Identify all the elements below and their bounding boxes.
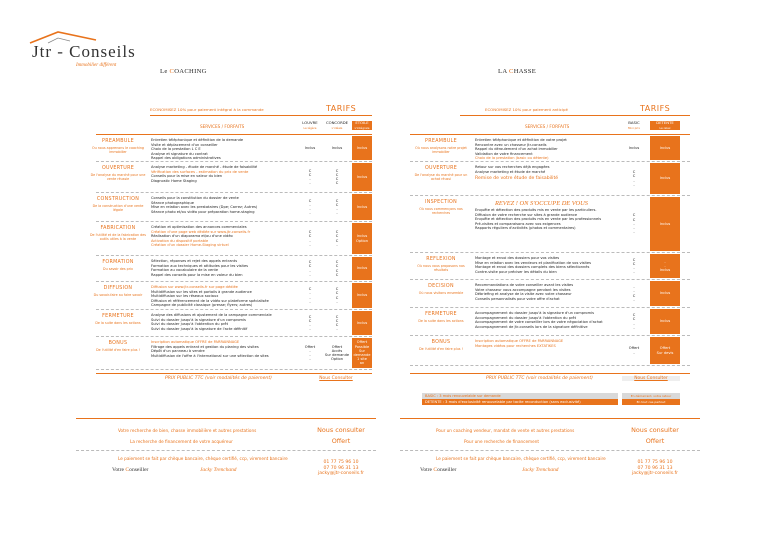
service-line: Mise en relation avec les prestataires (Dpe; Carrez; Autres): [151, 205, 258, 210]
right-price-public: PRIX PUBLIC TTC (voir modalités de paiement): [486, 376, 593, 381]
section-lines: [475, 165, 558, 182]
section-title: FABRICATION: [100, 226, 136, 231]
service-line: Dépôt d'un panneau à vendre: [151, 349, 205, 354]
service-line: Création d'une page web dédiée sur www.jtr-conseils.fr: [151, 229, 251, 234]
detente-right-note: En tout cas partout: [622, 399, 680, 405]
footer-right-line1: Pour un coaching vendeur, mandat de vente et autres prestations: [436, 428, 575, 433]
section-title: DECISION: [428, 284, 454, 289]
footer-left-line1-value: Nous consulter: [317, 426, 365, 434]
section-subtitle: De l'utilité d'en faire plus !: [96, 348, 140, 352]
right-economy-note: ECONOMISEZ 10% pour paiement anticipé: [485, 107, 568, 112]
phone-1[interactable]: 01 77 75 96 10: [637, 460, 673, 465]
service-line: Validation de votre financement: [475, 151, 533, 156]
service-line: Pré-visites et comparaisons avec vos exigences: [475, 221, 561, 226]
phone-2[interactable]: 07 70 96 31 13: [637, 465, 673, 471]
price-cell: Inclus Option: [352, 223, 372, 254]
section-title: INSPECTION: [424, 200, 458, 205]
price-cell: C C C -: [335, 314, 339, 332]
service-line: Multidiffusion sur les réseaux sociaux: [151, 294, 219, 299]
price-cell: - - C -: [632, 285, 636, 302]
service-line: Analyse et signature du contrat: [151, 151, 208, 156]
chasse-title: LA CHASSE: [498, 68, 537, 75]
email-link[interactable]: jacky@jtr-conseils.fr: [317, 471, 365, 477]
section-subtitle: Où nous commençons nos recherches: [419, 207, 463, 215]
price-cell: - - Inclus: [650, 254, 680, 278]
service-line: Votre chasseur vous accompagne pendant les visites: [475, 287, 571, 292]
section-subtitle: De l'analyse du marché pour une vente réussie: [90, 173, 146, 181]
price-cell: C C - - -: [632, 213, 636, 235]
logo-name: Jtr - Conseils: [32, 42, 136, 61]
price-cell: Inclus: [650, 163, 680, 194]
service-line: Suivi du dossier jusqu'à la signature d'un compromis: [151, 317, 246, 322]
price-cell: Offert - - -: [304, 344, 316, 362]
section-title: FERMETURE: [102, 314, 134, 319]
price-cell: Inclus: [628, 145, 640, 150]
service-line: Rapports réguliers d'activités (photos et commentaires): [475, 226, 576, 231]
col-basic-sub: Mini prix: [628, 126, 640, 130]
section-lines: [151, 313, 272, 331]
price-cell: C C - -: [632, 170, 636, 187]
service-line: Débriefing et analyse de la visite avec votre chasseur: [475, 292, 572, 297]
footer-right-line1-value: Nous consulter: [631, 426, 679, 434]
section-lines: [475, 199, 601, 231]
detente-note: DETENTE : 3 mois d'exclusivité renouvelable par tacite reconduction (sans exclusivité): [422, 399, 618, 405]
footer-right-line2: Pour une recherche de financement: [464, 439, 539, 444]
section-subtitle: Du savoir-faire au faire savoir: [93, 293, 143, 297]
price-cell: Offert Sur devis: [650, 337, 680, 364]
section-title: REFLEXION: [426, 257, 456, 262]
phone-1[interactable]: 01 77 75 96 10: [323, 460, 359, 465]
price-cell: Inclus: [650, 197, 680, 251]
service-line: Entretien téléphonique et définition de la demande: [151, 138, 244, 142]
price-cell: C C - -: [308, 314, 312, 332]
price-cell: Inclus: [331, 145, 343, 150]
service-line: Formation aux techniques et attitudes pour les visites: [151, 263, 249, 268]
service-line: Inscription automatique OFFRE de PARRAINNAGE: [151, 340, 240, 344]
col-etoile-sub: L'intégrale: [352, 126, 372, 130]
section-subtitle: Ou nous apprenons le coaching immobilier: [91, 146, 145, 154]
section-title: BONUS: [431, 340, 451, 345]
logo-tagline: Immobilier différent: [76, 63, 117, 68]
service-line: Vérification des surfaces - estimation du prix de vente: [151, 169, 249, 174]
basic-right-note: En démarrant, votre retour: [622, 393, 680, 399]
footer-right-contact: [620, 460, 690, 477]
price-cell: C C - -: [308, 260, 312, 277]
left-price-public: PRIX PUBLIC TTC (voir modalités de paiement): [165, 376, 272, 381]
service-line: Séance photo et/ou vidéo pour préparation home-staging: [151, 209, 255, 214]
section-subtitle: Où nous vous proposons nos résultats: [417, 264, 465, 272]
right-nous-consulter[interactable]: Nous Consulter: [622, 376, 680, 381]
service-line: Montages vidéos pour recherches EXTATIKES: [475, 343, 556, 348]
service-line: Filtrage des appels entrant et gestion du planing des visites: [151, 344, 259, 349]
col-louvre-sub: Le légère: [303, 126, 317, 130]
coaching-title: Le COACHING: [160, 68, 207, 75]
service-line: Diffusion et référencement de la vidéo sur plateforme spécialisée: [151, 298, 269, 303]
service-line: Formation au vocabulaire de la vente: [151, 268, 219, 273]
price-cell: C C C C: [335, 168, 339, 186]
section-lines: [475, 283, 573, 301]
price-cell: Inclus: [352, 283, 372, 308]
price-cell: Inclus: [650, 281, 680, 306]
section-lines: [475, 256, 591, 274]
section-subtitle: De l'utilité et de la fabrication des outils utiles à la vente: [89, 233, 147, 241]
section-subtitle: De la suite dans les actions: [418, 319, 464, 323]
logo: [18, 30, 158, 70]
service-line: Création d'un dossier Home-Staging virtuel: [151, 243, 229, 248]
section-lines: [151, 196, 257, 214]
service-line: Conseils personnalisés pour votre offre d'achat: [475, 296, 560, 301]
section-lines: [151, 285, 269, 308]
section-title: PREAMBULE: [102, 139, 134, 144]
footer-left-line2: La recherche de financement de votre acquéreur: [130, 439, 233, 444]
price-cell: C C C -: [335, 230, 339, 247]
price-cell: C C - -: [632, 313, 636, 330]
price-cell: Offert -: [628, 346, 640, 355]
service-line: Diffusion sur www.jtr-conseils.fr sur page dédiée: [151, 285, 238, 289]
price-cell: C C - -: [632, 257, 636, 275]
price-cell: Inclus: [650, 309, 680, 334]
section-subtitle: De la suite dans les actions: [95, 321, 141, 325]
service-line: Accompagnement de votre conseiller lors de votre négociation d'achat: [475, 320, 603, 325]
footer-right-line2-value: Offert: [645, 437, 665, 445]
price-cell: Inclus: [352, 194, 372, 220]
service-line: Mise en relation avec les vendeurs et planification de vos visites: [475, 260, 592, 265]
price-cell: Inclus: [352, 163, 372, 191]
footer-right-advisor-name: Jacky Trenchand: [522, 467, 559, 473]
footer-left-advisor-name: Jacky Trenchand: [200, 467, 237, 473]
phone-2[interactable]: 07 70 96 31 13: [323, 465, 359, 471]
left-services-heading: SERVICES / FORFAITS: [200, 124, 245, 129]
section-subtitle: De la construction d'une vente légale: [92, 204, 144, 212]
service-line: Entretien téléphonique et définition de votre projet: [475, 138, 567, 142]
col-etoile: ETOILE: [352, 121, 372, 126]
right-services-heading: SERVICES / FORFAITS: [525, 124, 570, 129]
service-line: Choix de la prestation (basic ou détente): [475, 156, 549, 161]
footer-left-votre-conseiller: Votre Conseiller: [112, 467, 149, 473]
service-line: Montage et envoi des dossiers pour vos visites: [475, 256, 560, 260]
price-cell: Inclus: [352, 136, 372, 160]
price-cell: Inclus: [352, 257, 372, 280]
price-cell: C C - -: [335, 198, 339, 216]
service-line: Analyse marketing et étude de marché: [475, 169, 546, 174]
service-line: Contre-visite pour préciser les détails du bien: [475, 269, 557, 274]
service-line: Diagnostic Home Staging: [151, 178, 197, 183]
price-cell: C C - -: [308, 230, 312, 247]
service-line: Sélection, réponses et rejet des appels entrants: [151, 259, 238, 263]
price-cell: Inclus: [304, 145, 316, 150]
col-detente-sub: Le relax: [650, 126, 680, 130]
service-line: Suivi du dossier jusqu'à l'obtention du prêt: [151, 322, 229, 327]
section-subtitle: Du savoir des prix: [103, 267, 133, 271]
service-line: Montage et envoi des dossiers complets des biens sélectionnés: [475, 265, 590, 270]
footer-right-votre-conseiller: Votre Conseiller: [420, 467, 457, 473]
service-line: Activation du dispositif portable: [151, 238, 209, 243]
service-line: Visite et déplacement d'un conseiller: [151, 142, 218, 147]
service-line: Accompagnement de Jtr-conseils lors de la signature définitive: [475, 324, 588, 329]
service-line: Conseils pour la mise en valeur du bien: [151, 174, 223, 179]
service-line: Rappel du déroulement d'un achat immobilier: [475, 147, 558, 152]
section-title: OUVERTURE: [101, 166, 135, 171]
price-cell: Offert Possible Sur demande 1 site an: [352, 338, 372, 368]
section-title: CONSTRUCTION: [96, 197, 140, 202]
section-lines: [151, 259, 248, 277]
section-title: DIFFUSION: [103, 286, 133, 291]
col-louvre: LOUVRE: [302, 120, 318, 125]
service-line: Accompagnement du dossier jusqu'à l'obtention du prêt: [475, 315, 577, 320]
basic-note: BASIC : 3 mois renouvelable sur demande: [422, 393, 618, 399]
service-line: Rencontre avec un chasseur Jtr-conseils: [475, 142, 547, 147]
footer-left-contact: [306, 460, 376, 477]
footer-right-payment: Le paiement se fait par chèque bancaire, chèque certifié, ccp, virement bancaire: [436, 456, 606, 461]
service-line: Choix de la prestation L C E: [151, 147, 201, 152]
service-line: Conseils pour la constitution du dossier de vente: [151, 196, 239, 200]
section-lines: [151, 340, 269, 358]
service-line: Campagne de publicité classique (presse; flyers; autres): [151, 303, 253, 308]
service-line: REVEZ ! ON S'OCCUPE DE VOUS: [495, 200, 588, 207]
service-line: Analyse des diffusions et ajustement de la campagne commerciale: [151, 313, 272, 317]
col-concorde: CONCORDE: [325, 120, 349, 125]
price-cell: C C C C: [335, 260, 339, 277]
right-tarifs-heading: TARIFS: [640, 104, 671, 113]
footer-left-payment: Le paiement se fait par chèque bancaire, chèque certifié, ccp, virement bancaire: [118, 456, 288, 461]
footer-left-line1: Votre recherche de bien, chasse immobilière et autres prestations: [118, 428, 257, 433]
price-cell: Inclus: [352, 311, 372, 335]
section-subtitle: Où nous analysons notre projet immobilier: [415, 146, 467, 154]
service-line: Rappel des obligations administratives: [151, 156, 221, 161]
service-line: Diffusion de votre recherche sur sites à grande audience: [475, 212, 578, 217]
section-subtitle: De l'utilité d'en faire plus !: [419, 347, 463, 351]
service-line: Rappel des conseils pour la mise en valeur du bien: [151, 272, 243, 277]
section-subtitle: Où nous visitons ensemble: [418, 291, 464, 295]
col-basic: BASIC: [628, 120, 640, 125]
section-lines: [151, 165, 257, 183]
price-cell: Offert Accès Sur demande Option: [324, 344, 350, 362]
service-line: Accompagnement du dossier jusqu'à la signature d'un compromis: [475, 311, 594, 315]
service-line: Création et optimisation des annonces commerciales: [151, 225, 247, 229]
section-title: PREAMBULE: [425, 139, 457, 144]
service-line: Remise de votre étude de faisabilité: [475, 176, 559, 182]
service-line: Retour sur vos recherches déjà engagées: [475, 165, 550, 169]
col-detente: DETENTE: [650, 121, 680, 126]
section-lines: [475, 138, 567, 161]
email-link[interactable]: jacky@jtr-conseils.fr: [631, 471, 679, 477]
service-line: Suivi du dossier jusqu'à la signature de l'acte définitif: [151, 326, 248, 331]
service-line: Multidiffusion de l'offre à l'international sur une sélection de sites: [151, 353, 269, 358]
service-line: Analyse marketing - étude de marché - étude de faisabilité: [151, 165, 258, 169]
section-lines: [475, 311, 603, 329]
price-cell: C C C -: [335, 287, 339, 304]
left-nous-consulter[interactable]: Nous Consulter: [319, 376, 353, 381]
col-concorde-sub: L'idéale: [331, 126, 343, 130]
section-title: BONUS: [108, 341, 128, 346]
section-lines: [475, 339, 563, 348]
service-line: Inscription automatique OFFRE de PARRAINNAGE: [475, 339, 564, 343]
left-economy-note: ECONOMISEZ 10% pour paiement intégral à la commande: [150, 107, 264, 112]
price-cell: C C - -: [308, 168, 312, 186]
price-cell: Inclus: [650, 136, 680, 160]
service-line: Enquête et détection des produits mis en vente par les particuliers.: [475, 208, 597, 212]
service-line: Réalisation d'un diaporama et/ou d'une vidéo: [151, 234, 233, 239]
service-line: Recommandations de votre conseiller avant les visites: [475, 283, 574, 287]
section-title: OUVERTURE: [424, 166, 458, 171]
left-tarifs-heading: TARIFS: [326, 104, 357, 113]
service-line: Multidiffusion sur les sites et portails à grande audience: [151, 289, 252, 294]
section-subtitle: De l'analyse du marché pour un achat réussi: [414, 173, 468, 181]
section-lines: [151, 225, 250, 248]
price-cell: C - - -: [308, 287, 312, 304]
service-line: Enquête et détection des produits mis en vente par les professionnels: [475, 217, 602, 222]
service-line: Séance photographique: [151, 200, 194, 205]
section-title: FORMATION: [102, 260, 134, 265]
price-cell: C - - -: [308, 198, 312, 216]
section-lines: [151, 138, 243, 161]
section-title: FERMETURE: [425, 312, 457, 317]
footer-left-line2-value: Offert: [331, 437, 351, 445]
